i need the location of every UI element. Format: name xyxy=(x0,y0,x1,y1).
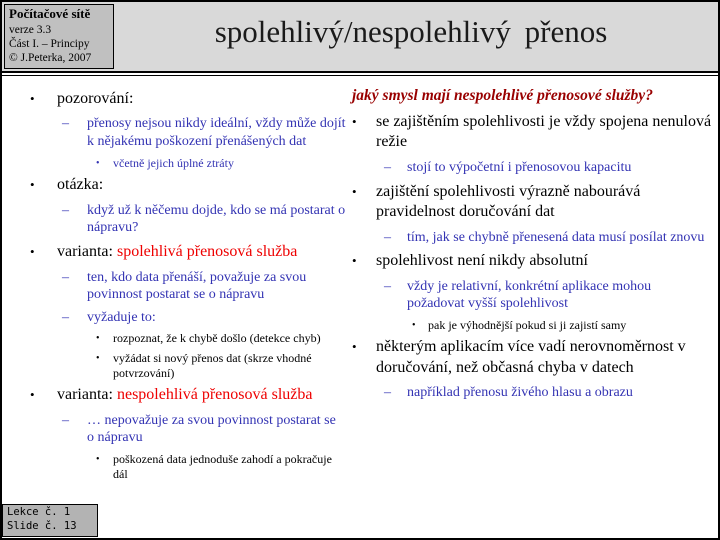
list-item xyxy=(412,318,712,333)
list-item xyxy=(384,229,712,247)
list-item-text: vyžaduje to: xyxy=(87,309,156,325)
list-item-text: některým aplikacím více vadí nerovnoměrnost v doručování, než občasná chyba v datech xyxy=(376,338,686,376)
dash-icon: – xyxy=(62,269,69,285)
list-item xyxy=(352,182,712,223)
list-item-text: pozorování: xyxy=(57,90,134,107)
list-item-text: spolehlivost není nikdy absolutní xyxy=(376,252,588,270)
bullet-icon: • xyxy=(30,91,35,106)
bullet-icon: • xyxy=(352,114,357,129)
list-item xyxy=(384,278,712,313)
slide-number: Slide č. 13 xyxy=(7,519,77,532)
dash-icon: – xyxy=(384,278,391,294)
dash-icon: – xyxy=(62,202,69,218)
list-item xyxy=(30,242,346,262)
list-item xyxy=(62,269,346,304)
bullet-icon: • xyxy=(352,253,357,269)
list-item-text: stojí to výpočetní i přenosovou kapacitu xyxy=(407,159,632,175)
list-item xyxy=(96,351,346,380)
list-item-text: varianta: spolehlivá přenosová služba xyxy=(57,243,298,261)
bullet-icon: • xyxy=(30,177,35,193)
list-item-text: poškozená data jednoduše zahodí a pokračuje dál xyxy=(113,452,332,481)
highlighted-text: spolehlivá přenosová služba xyxy=(116,243,298,261)
right-bullet-list xyxy=(350,112,712,402)
bullet-icon: • xyxy=(96,333,100,345)
list-item-text: tím, jak se chybně přenesená data musí posílat znovu xyxy=(407,229,705,245)
right-column xyxy=(346,76,718,508)
highlighted-text: nespolehlivá přenosová služba xyxy=(116,386,313,404)
bullet-icon: • xyxy=(352,339,357,355)
dash-icon: – xyxy=(384,229,391,245)
list-item-text: například přenosu živého hlasu a obrazu xyxy=(407,385,633,401)
list-item xyxy=(352,251,712,271)
bullet-icon: • xyxy=(96,157,100,169)
dash-icon: – xyxy=(62,116,69,132)
list-item xyxy=(62,115,346,150)
list-item xyxy=(352,112,712,153)
list-item-text: otázka: xyxy=(57,176,104,194)
list-item xyxy=(96,331,346,346)
list-item xyxy=(384,384,712,402)
lecture-number: Lekce č. 1 xyxy=(7,506,71,518)
slide-title: spolehlivý/nespolehlivý přenos xyxy=(214,14,608,49)
dash-icon: – xyxy=(62,412,69,428)
left-column xyxy=(2,76,346,508)
list-item-text: rozpoznat, že k chybě došlo (detekce chyb) xyxy=(113,331,321,346)
list-item xyxy=(30,89,346,109)
list-item-text: … nepovažuje za svou povinnost postarat se o nápravu xyxy=(87,412,336,446)
dash-icon: – xyxy=(384,385,391,401)
list-item xyxy=(384,159,712,177)
course-info-box xyxy=(4,4,114,69)
footer-bar xyxy=(2,506,718,538)
list-item-text: včetně jejich úplné ztráty xyxy=(113,155,234,170)
list-item-text: pak je výhodnější pokud si ji zajistí samy xyxy=(428,317,627,332)
course-copyright: © J.Peterka, 2007 xyxy=(9,51,92,64)
list-item xyxy=(30,385,346,405)
list-item-text: vyžádat si nový přenos dat (skrze vhodné potvrzování) xyxy=(113,351,312,380)
course-part: Část I. – Principy xyxy=(9,37,90,50)
list-item-text: ten, kdo data přenáší, považuje za svou povinnost postarat se o nápravu xyxy=(87,269,307,303)
title-bar xyxy=(2,2,718,73)
course-title: Počítačové sítě xyxy=(9,6,91,21)
bullet-icon: • xyxy=(96,353,100,365)
bullet-icon: • xyxy=(30,244,35,260)
list-item-text: vždy je relativní, konkrétní aplikace mohou požadovat vyšší spolehlivost xyxy=(407,278,652,312)
slide-number-box xyxy=(2,504,98,537)
right-column-heading: jaký smysl mají nespolehlivé přenosové služby? xyxy=(352,87,653,104)
bullet-icon: • xyxy=(352,183,357,199)
slide-content xyxy=(2,75,718,509)
list-item-text: zajištění spolehlivosti výrazně nabourává pravidelnost doručování dat xyxy=(376,182,641,221)
list-item-text: se zajištěním spolehlivosti je vždy spojena nenulová režie xyxy=(376,113,712,151)
dash-icon: – xyxy=(384,159,391,175)
list-item xyxy=(96,452,346,481)
dash-icon: – xyxy=(62,309,69,325)
bullet-icon: • xyxy=(96,454,100,465)
list-item xyxy=(96,156,346,171)
list-item-text: přenosy nejsou nikdy ideální, vždy může dojít k nějakému poškození přenášených dat xyxy=(87,116,346,150)
bullet-icon: • xyxy=(30,387,35,403)
list-item xyxy=(30,175,346,195)
list-item-text: když už k něčemu dojde, kdo se má postarat o nápravu? xyxy=(87,202,346,236)
course-version: verze 3.3 xyxy=(9,23,52,36)
list-item xyxy=(62,309,346,327)
left-bullet-list xyxy=(4,89,346,481)
list-item xyxy=(62,202,346,237)
list-item xyxy=(62,412,346,447)
bullet-icon: • xyxy=(412,319,416,331)
list-item-text: varianta: nespolehlivá přenosová služba xyxy=(57,386,313,404)
list-item xyxy=(352,337,712,378)
